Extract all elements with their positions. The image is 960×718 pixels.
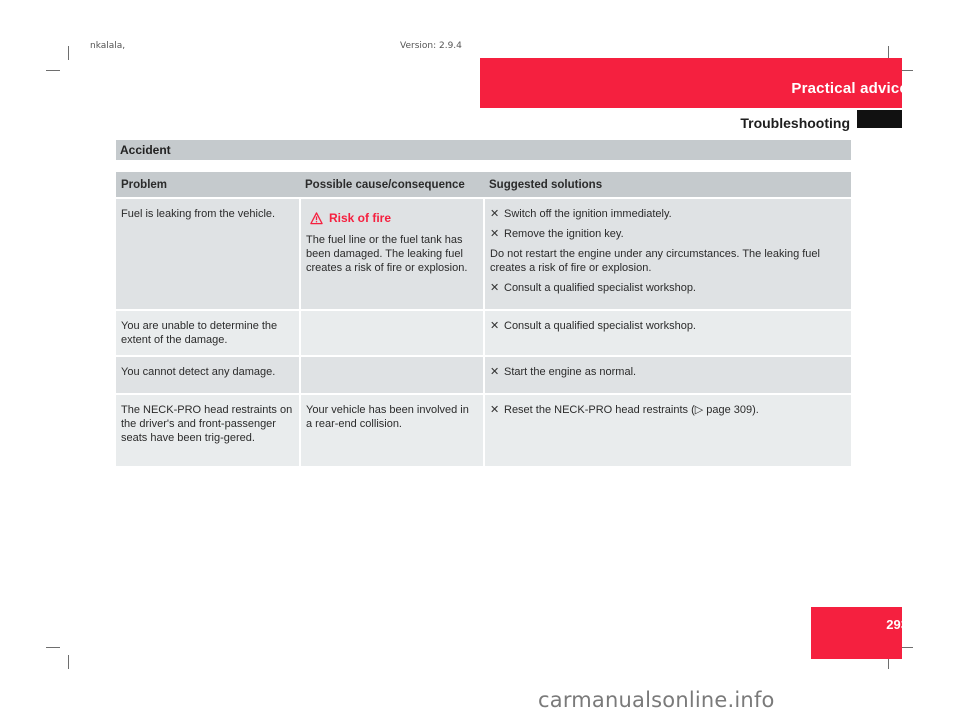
cause-cell [300,356,484,394]
step-marker-icon: ✕ [490,366,500,378]
warning-triangle-icon [310,212,323,225]
table-header-row [116,172,851,198]
table-row [116,394,851,467]
step-marker-icon: ✕ [490,320,500,332]
problem-text: You are unable to determine the extent of the damage. [121,320,278,346]
page-number: 293 [886,617,908,632]
crop-mark [46,647,60,648]
cause-cell [300,394,484,467]
step-text: Switch off the ignition immediately. [504,208,672,220]
column-header-problem: Problem [116,172,300,198]
table-row [116,356,851,394]
problem-cell [116,356,300,394]
column-header-solutions: Suggested solutions [484,172,851,198]
cause-cell [300,198,484,310]
step-marker-icon: ✕ [490,208,500,220]
solution-step [490,365,846,379]
step-text: Start the engine as normal. [504,366,637,378]
step-text: Remove the ignition key. [504,228,624,240]
solutions-cell [484,394,851,467]
table-row [116,310,851,356]
problem-text: The NECK-PRO head restraints on the driver's and front-passenger seats have been trig-gered. [121,404,293,444]
risk-warning [306,211,478,225]
cause-text: The fuel line or the fuel tank has been damaged. The leaking fuel creates a risk of fire or explosion. [306,234,468,274]
crop-mark [68,46,69,60]
problem-cell [116,310,300,356]
step-marker-icon: ✕ [490,404,500,416]
section-title: Practical advice [791,80,908,97]
cause-text: Your vehicle has been involved in a rear-end collision. [306,404,469,430]
subsection-title: Troubleshooting [740,115,850,131]
solution-note: Do not restart the engine under any circumstances. The leaking fuel creates a risk of fire or explosion. [490,248,820,274]
problem-cell [116,394,300,467]
solution-step [490,207,846,221]
solution-step [490,319,846,333]
print-meta-left: nkalala, [90,41,126,51]
solution-step [490,227,846,241]
page-reference-link[interactable]: Reset the NECK-PRO head restraints (▷ page 309). [504,404,759,416]
watermark: carmanualsonline.info [538,688,775,712]
accident-heading: Accident [116,140,851,160]
problem-cell [116,198,300,310]
troubleshooting-table [116,172,851,468]
solution-step [490,403,846,417]
page-number-box [811,607,902,659]
print-meta-right: Version: 2.9.4 [400,41,462,51]
solutions-cell [484,198,851,310]
column-header-cause: Possible cause/consequence [300,172,484,198]
subsection-marker [857,110,902,128]
step-marker-icon: ✕ [490,228,500,240]
step-text: Consult a qualified specialist workshop. [504,282,696,294]
solutions-cell [484,356,851,394]
solution-step [490,281,846,295]
problem-text: Fuel is leaking from the vehicle. [121,208,276,220]
problem-text: You cannot detect any damage. [121,366,276,378]
step-marker-icon: ✕ [490,282,500,294]
table-row [116,198,851,310]
crop-mark [46,70,60,71]
crop-mark [68,655,69,669]
step-text: Consult a qualified specialist workshop. [504,320,696,332]
risk-title: Risk of fire [329,211,392,225]
cause-cell [300,310,484,356]
solutions-cell [484,310,851,356]
